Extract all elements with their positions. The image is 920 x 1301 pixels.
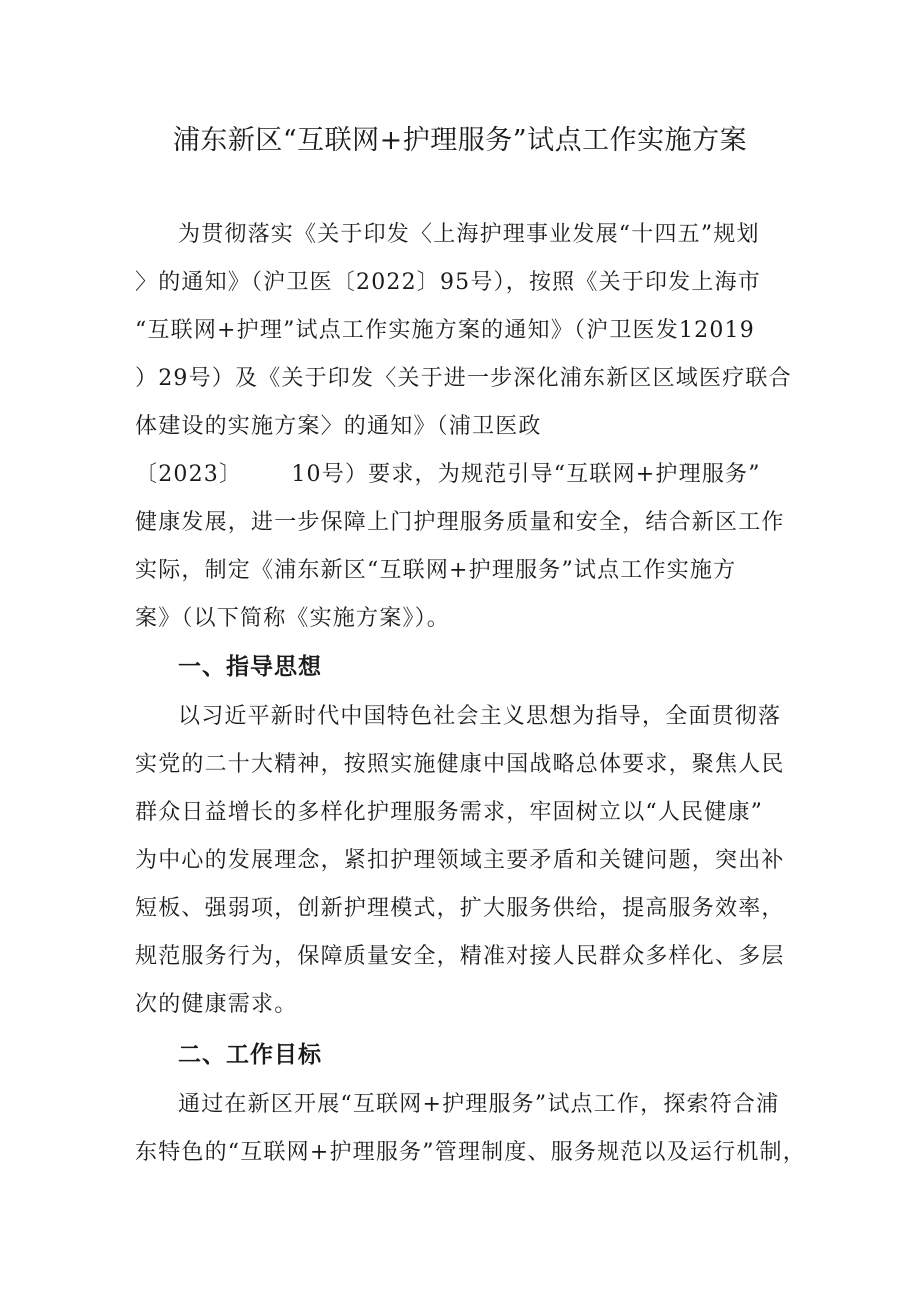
- paragraph-line: 短板、强弱项，创新护理模式，扩大服务供给，提高服务效率，: [135, 896, 785, 921]
- paragraph-line: 通过在新区开展“互联网+护理服务”试点工作，探索符合浦: [178, 1092, 780, 1117]
- document-title: 浦东新区“互联网+护理服务”试点工作实施方案: [172, 125, 748, 156]
- section-heading: 一、指导思想: [178, 654, 322, 680]
- paragraph-line: 次的健康需求。: [135, 992, 298, 1017]
- paragraph-line: 以习近平新时代中国特色社会主义思想为指导，全面贯彻落: [178, 704, 782, 729]
- paragraph-line: “互联网+护理”试点工作实施方案的通知》（沪卫医发12019: [135, 318, 755, 343]
- paragraph-line: 实际，制定《浦东新区“互联网+护理服务”试点工作实施方: [135, 558, 737, 583]
- section-heading: 二、工作目标: [178, 1042, 322, 1068]
- paragraph-line: 为贯彻落实《关于印发〈上海护理事业发展“十四五”规划: [178, 222, 760, 247]
- paragraph-line: 规范服务行为，保障质量安全，精准对接人民群众多样化、多层: [135, 944, 785, 969]
- paragraph-line: 为中心的发展理念，紧扣护理领域主要矛盾和关键问题，突出补: [135, 848, 785, 873]
- paragraph-line: 〔2023〕 10号）要求，为规范引导“互联网+护理服务”: [135, 462, 761, 487]
- paragraph-line: ）29号）及《关于印发〈关于进一步深化浦东新区区域医疗联合: [135, 366, 792, 391]
- paragraph-line: 群众日益增长的多样化护理服务需求，牢固树立以“人民健康”: [135, 800, 764, 825]
- paragraph-line: 体建设的实施方案〉的通知》（浦卫医政: [135, 414, 542, 439]
- paragraph-line: 健康发展，进一步保障上门护理服务质量和安全，结合新区工作: [135, 510, 785, 535]
- paragraph-line: 实党的二十大精神，按照实施健康中国战略总体要求，聚焦人民: [135, 752, 785, 777]
- paragraph-line: 〉的通知》（沪卫医〔2022〕95号），按照《关于印发上海市: [135, 270, 761, 295]
- paragraph-line: 案》（以下简称《实施方案》）。: [135, 606, 451, 631]
- paragraph-line: 东特色的“互联网+护理服务”管理制度、服务规范以及运行机制，: [135, 1140, 806, 1165]
